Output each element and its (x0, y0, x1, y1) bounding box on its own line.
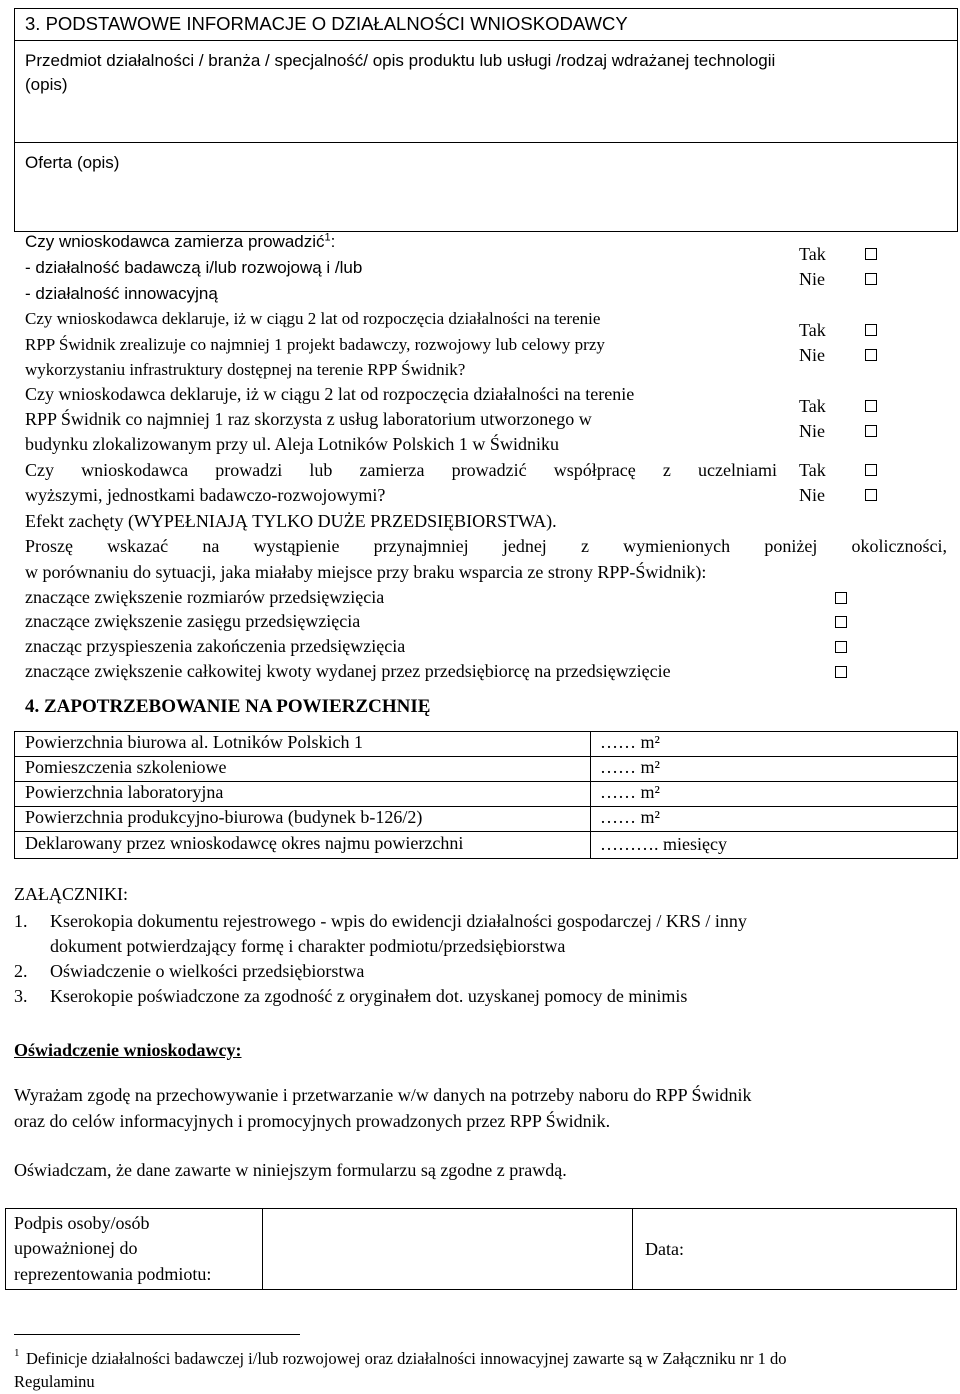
declaration-heading: Oświadczenie wnioskodawcy: (14, 1040, 242, 1060)
question-1-line2: - działalność badawczą i/lub rozwojową i /lub (25, 258, 363, 277)
area-row-1-label: Powierzchnia biurowa al. Lotników Polskich 1 (25, 732, 363, 752)
q1-yes-label: Tak (799, 244, 826, 264)
attachment-1-number: 1. (14, 911, 28, 931)
q4-no-label: Nie (799, 485, 825, 505)
question-2-line3: wykorzystaniu infrastruktury dostępnej na terenie RPP Świdnik? (25, 360, 466, 379)
area-row-4-label: Powierzchnia produkcyjno-biurowa (budynek b-126/2) (25, 807, 423, 827)
footnote-line1: Definicje działalności badawczej i/lub rozwojowej oraz działalności innowacyjnej zawarte są w Załączniku nr 1 do (26, 1349, 787, 1368)
q3-yes-label: Tak (799, 396, 826, 416)
q3-no-label: Nie (799, 421, 825, 441)
area-row-4-value[interactable]: …… m² (600, 807, 660, 827)
offer-label: Oferta (opis) (25, 153, 120, 172)
consent-line1: Wyrażam zgodę na przechowywanie i przetwarzanie w/w danych na potrzeby naboru do RPP Świdnik (14, 1085, 752, 1105)
question-2-line1: Czy wnioskodawca deklaruje, iż w ciągu 2 lat od rozpoczęcia działalności na terenie (25, 309, 601, 328)
effect-heading: Efekt zachęty (WYPEŁNIAJĄ TYLKO DUŻE PRZEDSIĘBIORSTWA). (25, 511, 557, 531)
q3-no-checkbox[interactable] (865, 425, 877, 437)
subject-label-line2: (opis) (25, 75, 68, 94)
option-4-checkbox[interactable] (835, 666, 847, 678)
area-row-5-value[interactable]: ………. miesięcy (600, 834, 727, 854)
offer-input-area[interactable] (16, 180, 956, 228)
truth-statement: Oświadczam, że dane zawarte w niniejszym formularzu są zgodne z prawdą. (14, 1160, 567, 1180)
question-4-line1: Czy wnioskodawca prowadzi lub zamierza prowadzić współpracę z uczelniami (25, 460, 777, 480)
option-3-label: znacząc przyspieszenia zakończenia przedsięwzięcia (25, 636, 406, 656)
question-1-line3: - działalność innowacyjną (25, 284, 218, 303)
indicate-line1: Proszę wskazać na wystąpienie przynajmniej jednej z wymienionych poniżej okoliczności, (25, 536, 947, 556)
attachment-1-line2: dokument potwierdzający formę i charakter podmiotu/przedsiębiorstwa (50, 936, 566, 956)
question-2-line2: RPP Świdnik zrealizuje co najmniej 1 projekt badawczy, rozwojowy lub celowy przy (25, 335, 605, 354)
signature-field[interactable] (264, 1210, 630, 1288)
attachment-2-line1: Oświadczenie o wielkości przedsiębiorstwa (50, 961, 365, 981)
q3-yes-checkbox[interactable] (865, 400, 877, 412)
q2-yes-label: Tak (799, 320, 826, 340)
subject-label-line1: Przedmiot działalności / branża / specjalność/ opis produktu lub usługi /rodzaj wdrażanej technologii (25, 51, 776, 70)
q4-no-checkbox[interactable] (865, 489, 877, 501)
area-row-3-value[interactable]: …… m² (600, 782, 660, 802)
option-2-label: znaczące zwiększenie zasięgu przedsięwzięcia (25, 611, 361, 631)
option-3-checkbox[interactable] (835, 641, 847, 653)
date-field[interactable] (700, 1210, 954, 1288)
area-row-2-label: Pomieszczenia szkoleniowe (25, 757, 227, 777)
signature-label-line1: Podpis osoby/osób (14, 1213, 150, 1233)
q1-yes-checkbox[interactable] (865, 248, 877, 260)
q1-no-label: Nie (799, 269, 825, 289)
signature-label-line2: upoważnionej do (14, 1238, 138, 1258)
question-4-line2: wyższymi, jednostkami badawczo-rozwojowymi? (25, 485, 386, 505)
attachment-1-line1: Kserokopia dokumentu rejestrowego - wpis do ewidencji działalności gospodarczej / KRS / inny (50, 911, 747, 931)
attachment-2-number: 2. (14, 961, 28, 981)
attachment-3-number: 3. (14, 986, 28, 1006)
q4-yes-checkbox[interactable] (865, 464, 877, 476)
area-row-3-label: Powierzchnia laboratoryjna (25, 782, 224, 802)
consent-line2: oraz do celów informacyjnych i promocyjnych prowadzonych przez RPP Świdnik. (14, 1111, 611, 1131)
attachment-3-line1: Kserokopie poświadczone za zgodność z oryginałem dot. uzyskanej pomocy de minimis (50, 986, 688, 1006)
question-1-line1: Czy wnioskodawca zamierza prowadzić$^1$: (25, 231, 336, 251)
q2-yes-checkbox[interactable] (865, 324, 877, 336)
indicate-line2: w porównaniu do sytuacji, jaka miałaby miejsce przy braku wsparcia ze strony RPP-Świdnik): (25, 562, 707, 582)
area-row-1-value[interactable]: …… m² (600, 732, 660, 752)
question-3-line3: budynku zlokalizowanym przy ul. Aleja Lotników Polskich 1 w Świdniku (25, 434, 559, 454)
q4-yes-label: Tak (799, 460, 826, 480)
question-3-line1: Czy wnioskodawca deklaruje, iż w ciągu 2 lat od rozpoczęcia działalności na terenie (25, 384, 635, 404)
option-1-checkbox[interactable] (835, 592, 847, 604)
date-label: Data: (645, 1239, 684, 1259)
area-row-2-value[interactable]: …… m² (600, 757, 660, 777)
option-4-label: znaczące zwiększenie całkowitej kwoty wydanej przez przedsiębiorcę na przedsięwzięcie (25, 661, 671, 681)
area-row-5-label: Deklarowany przez wnioskodawcę okres najmu powierzchni (25, 833, 464, 853)
signature-label-line3: reprezentowania podmiotu: (14, 1264, 212, 1284)
section-3-heading: 3. PODSTAWOWE INFORMACJE O DZIAŁALNOŚCI WNIOSKODAWCY (25, 13, 628, 34)
section-4-heading: 4. ZAPOTRZEBOWANIE NA POWIERZCHNIĘ (25, 696, 431, 717)
option-1-label: znaczące zwiększenie rozmiarów przedsięwzięcia (25, 587, 385, 607)
q2-no-label: Nie (799, 345, 825, 365)
q1-no-checkbox[interactable] (865, 273, 877, 285)
question-3-line2: RPP Świdnik co najmniej 1 raz skorzysta z usług laboratorium utworzonego w (25, 409, 592, 429)
option-2-checkbox[interactable] (835, 616, 847, 628)
attachments-heading: ZAŁĄCZNIKI: (14, 884, 128, 904)
footnote-line2: Regulaminu (14, 1372, 95, 1391)
subject-input-area[interactable] (16, 100, 956, 140)
footnote-number: 1 (14, 1347, 20, 1359)
q2-no-checkbox[interactable] (865, 349, 877, 361)
